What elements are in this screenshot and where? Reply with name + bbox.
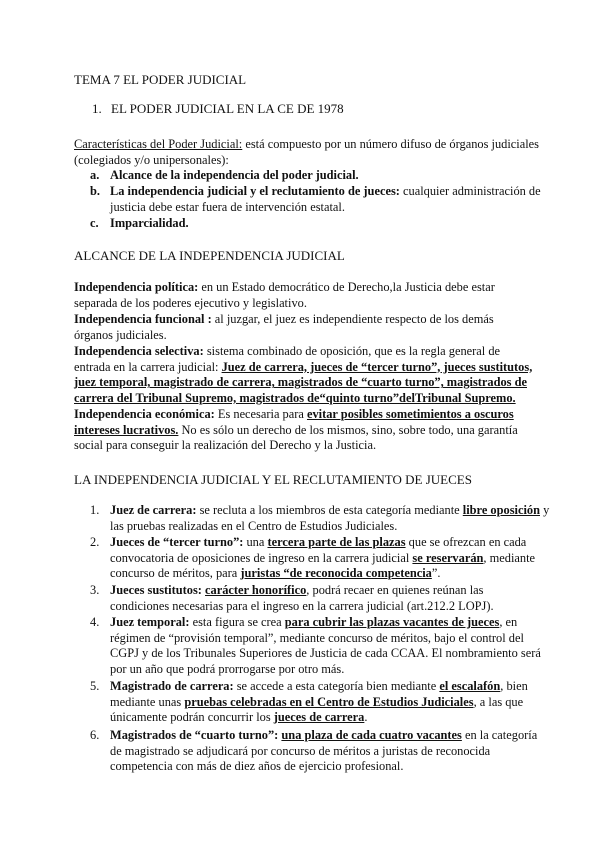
item-number: 3. [90, 583, 100, 597]
independencia-economica [74, 407, 536, 454]
independencia-funcional [74, 312, 529, 343]
item-underlined: pruebas celebradas en el Centro de Estudios Judiciales [184, 694, 474, 709]
item-number: 6. [90, 728, 100, 742]
item-label: Jueces sustitutos: [110, 583, 202, 597]
item-text: ”. [431, 566, 441, 581]
economica-label: Independencia económica: [74, 407, 215, 421]
item-underlined: jueces de carrera [273, 710, 365, 725]
item-text: en la categoría de magistrado se adjudicará por concurso de méritos a juristas de reconocida competencia con más de diez años de ejercicio profesional. [110, 728, 538, 774]
economica-underlined: evitar posibles sometimientos a oscuros intereses lucrativos. [74, 407, 514, 437]
item-label: Juez temporal: [110, 615, 190, 629]
item-text: esta figura se crea [189, 615, 285, 629]
economica-text-2: No es sólo un derecho de los mismos, sino, sobre todo, una garantía social para conseguir la realización del Derecho y la Justicia. [74, 422, 518, 453]
funcional-label: Independencia funcional : [74, 312, 212, 326]
item-number: 1. [90, 503, 100, 517]
alcance-heading: ALCANCE DE LA INDEPENDENCIA JUDICIAL [74, 248, 345, 263]
selectiva-text: sistema combinado de oposición, que es la regla general de entrada en la carrera judicial: [74, 344, 501, 374]
item-underlined: carácter honorífico [205, 583, 307, 597]
item-label: Magistrado de carrera: [110, 679, 234, 693]
item-number: 2. [90, 535, 100, 549]
item-bold-text: Alcance de la independencia del poder judicial. [110, 168, 359, 182]
item-text: , a las que únicamente podrán concurrir los [110, 694, 524, 725]
reclutamiento-heading: LA INDEPENDENCIA JUDICIAL Y EL RECLUTAMIENTO DE JUECES [74, 472, 472, 487]
politica-label: Independencia política: [74, 280, 199, 294]
document-title: TEMA 7 EL PODER JUDICIAL [74, 72, 247, 87]
item-text: y las pruebas realizadas en el Centro de Estudios Judiciales. [110, 503, 550, 533]
item-text: se accede a esta categoría bien mediante [233, 679, 440, 693]
item-text: , podrá recaer en quienes reúnan las condiciones necesarias para el ingreso en la carrera judicial (art.212.2 LOPJ). [110, 583, 494, 613]
intro-text: está compuesto por un número difuso de órganos judiciales (colegiados y/o unipersonales): [74, 137, 539, 167]
selectiva-list: Juez de carrera, jueces de “tercer turno”, jueces sustitutos, juez temporal, magistrado de carrera, magistrados de “cuarto turno”, magistrados de carrera del Tribunal Supremo, magistrados de“quinto turno”delTribunal Supremo. [74, 359, 533, 405]
item-letter: b. [90, 184, 100, 198]
item-bold-text: La independencia judicial y el reclutamiento de jueces: [110, 184, 400, 198]
item-underlined: juristas “de reconocida competencia [240, 566, 432, 581]
item-underlined: una plaza de cada cuatro vacantes [281, 728, 462, 742]
item-number: 5. [90, 679, 100, 693]
section-number: 1. [92, 101, 102, 116]
item-label: Juez de carrera: [110, 503, 197, 517]
item-text: una [243, 535, 268, 549]
intro-paragraph [74, 137, 544, 168]
item-underlined: libre oposición [462, 503, 540, 517]
item-label: Jueces de “tercer turno”: [110, 535, 244, 549]
item-underlined: el escalafón [439, 679, 501, 693]
item-bold-text: Imparcialidad. [110, 216, 189, 230]
item-text: , en régimen de “provisión temporal”, mediante concurso de méritos, bajo el control del CGPJ y de los Tribunales Superiores de Justicia de cada CCAA. El nombramiento será por un año que podrá prorrogarse por otro más. [110, 615, 541, 676]
item-underlined: para cubrir las plazas vacantes de jueces [284, 615, 500, 629]
item-letter: c. [90, 216, 99, 230]
item-underlined: se reservarán [412, 550, 484, 565]
item-underlined: tercera parte de las plazas [267, 535, 406, 549]
item-text: , bien mediante unas [110, 679, 528, 709]
item-label: Magistrados de “cuarto turno”: [110, 728, 279, 742]
item-number: 4. [90, 615, 100, 629]
item-text: que se ofrezcan en cada convocatoria de oposiciones de ingreso en la carrera judicial [110, 535, 527, 565]
section-title: EL PODER JUDICIAL EN LA CE DE 1978 [111, 101, 344, 116]
item-text: , mediante concurso de méritos, para [110, 550, 536, 581]
economica-text: Es necesaria para [214, 407, 307, 421]
independencia-selectiva [74, 344, 534, 406]
item-text: cualquier administración de justicia debe estar fuera de intervención estatal. [110, 184, 541, 214]
item-text: se recluta a los miembros de esta categoría mediante [196, 503, 463, 517]
funcional-text: al juzgar, el juez es independiente respecto de los demás órganos judiciales. [74, 312, 494, 342]
intro-label: Características del Poder Judicial: [74, 137, 243, 151]
item-letter: a. [90, 168, 100, 182]
politica-text: en un Estado democrático de Derecho,la Justicia debe estar separada de los poderes ejecutivo y legislativo. [74, 280, 495, 310]
item-text: . [364, 710, 368, 725]
selectiva-label: Independencia selectiva: [74, 344, 204, 358]
independencia-politica [74, 280, 529, 311]
section-heading-1 [92, 101, 562, 117]
